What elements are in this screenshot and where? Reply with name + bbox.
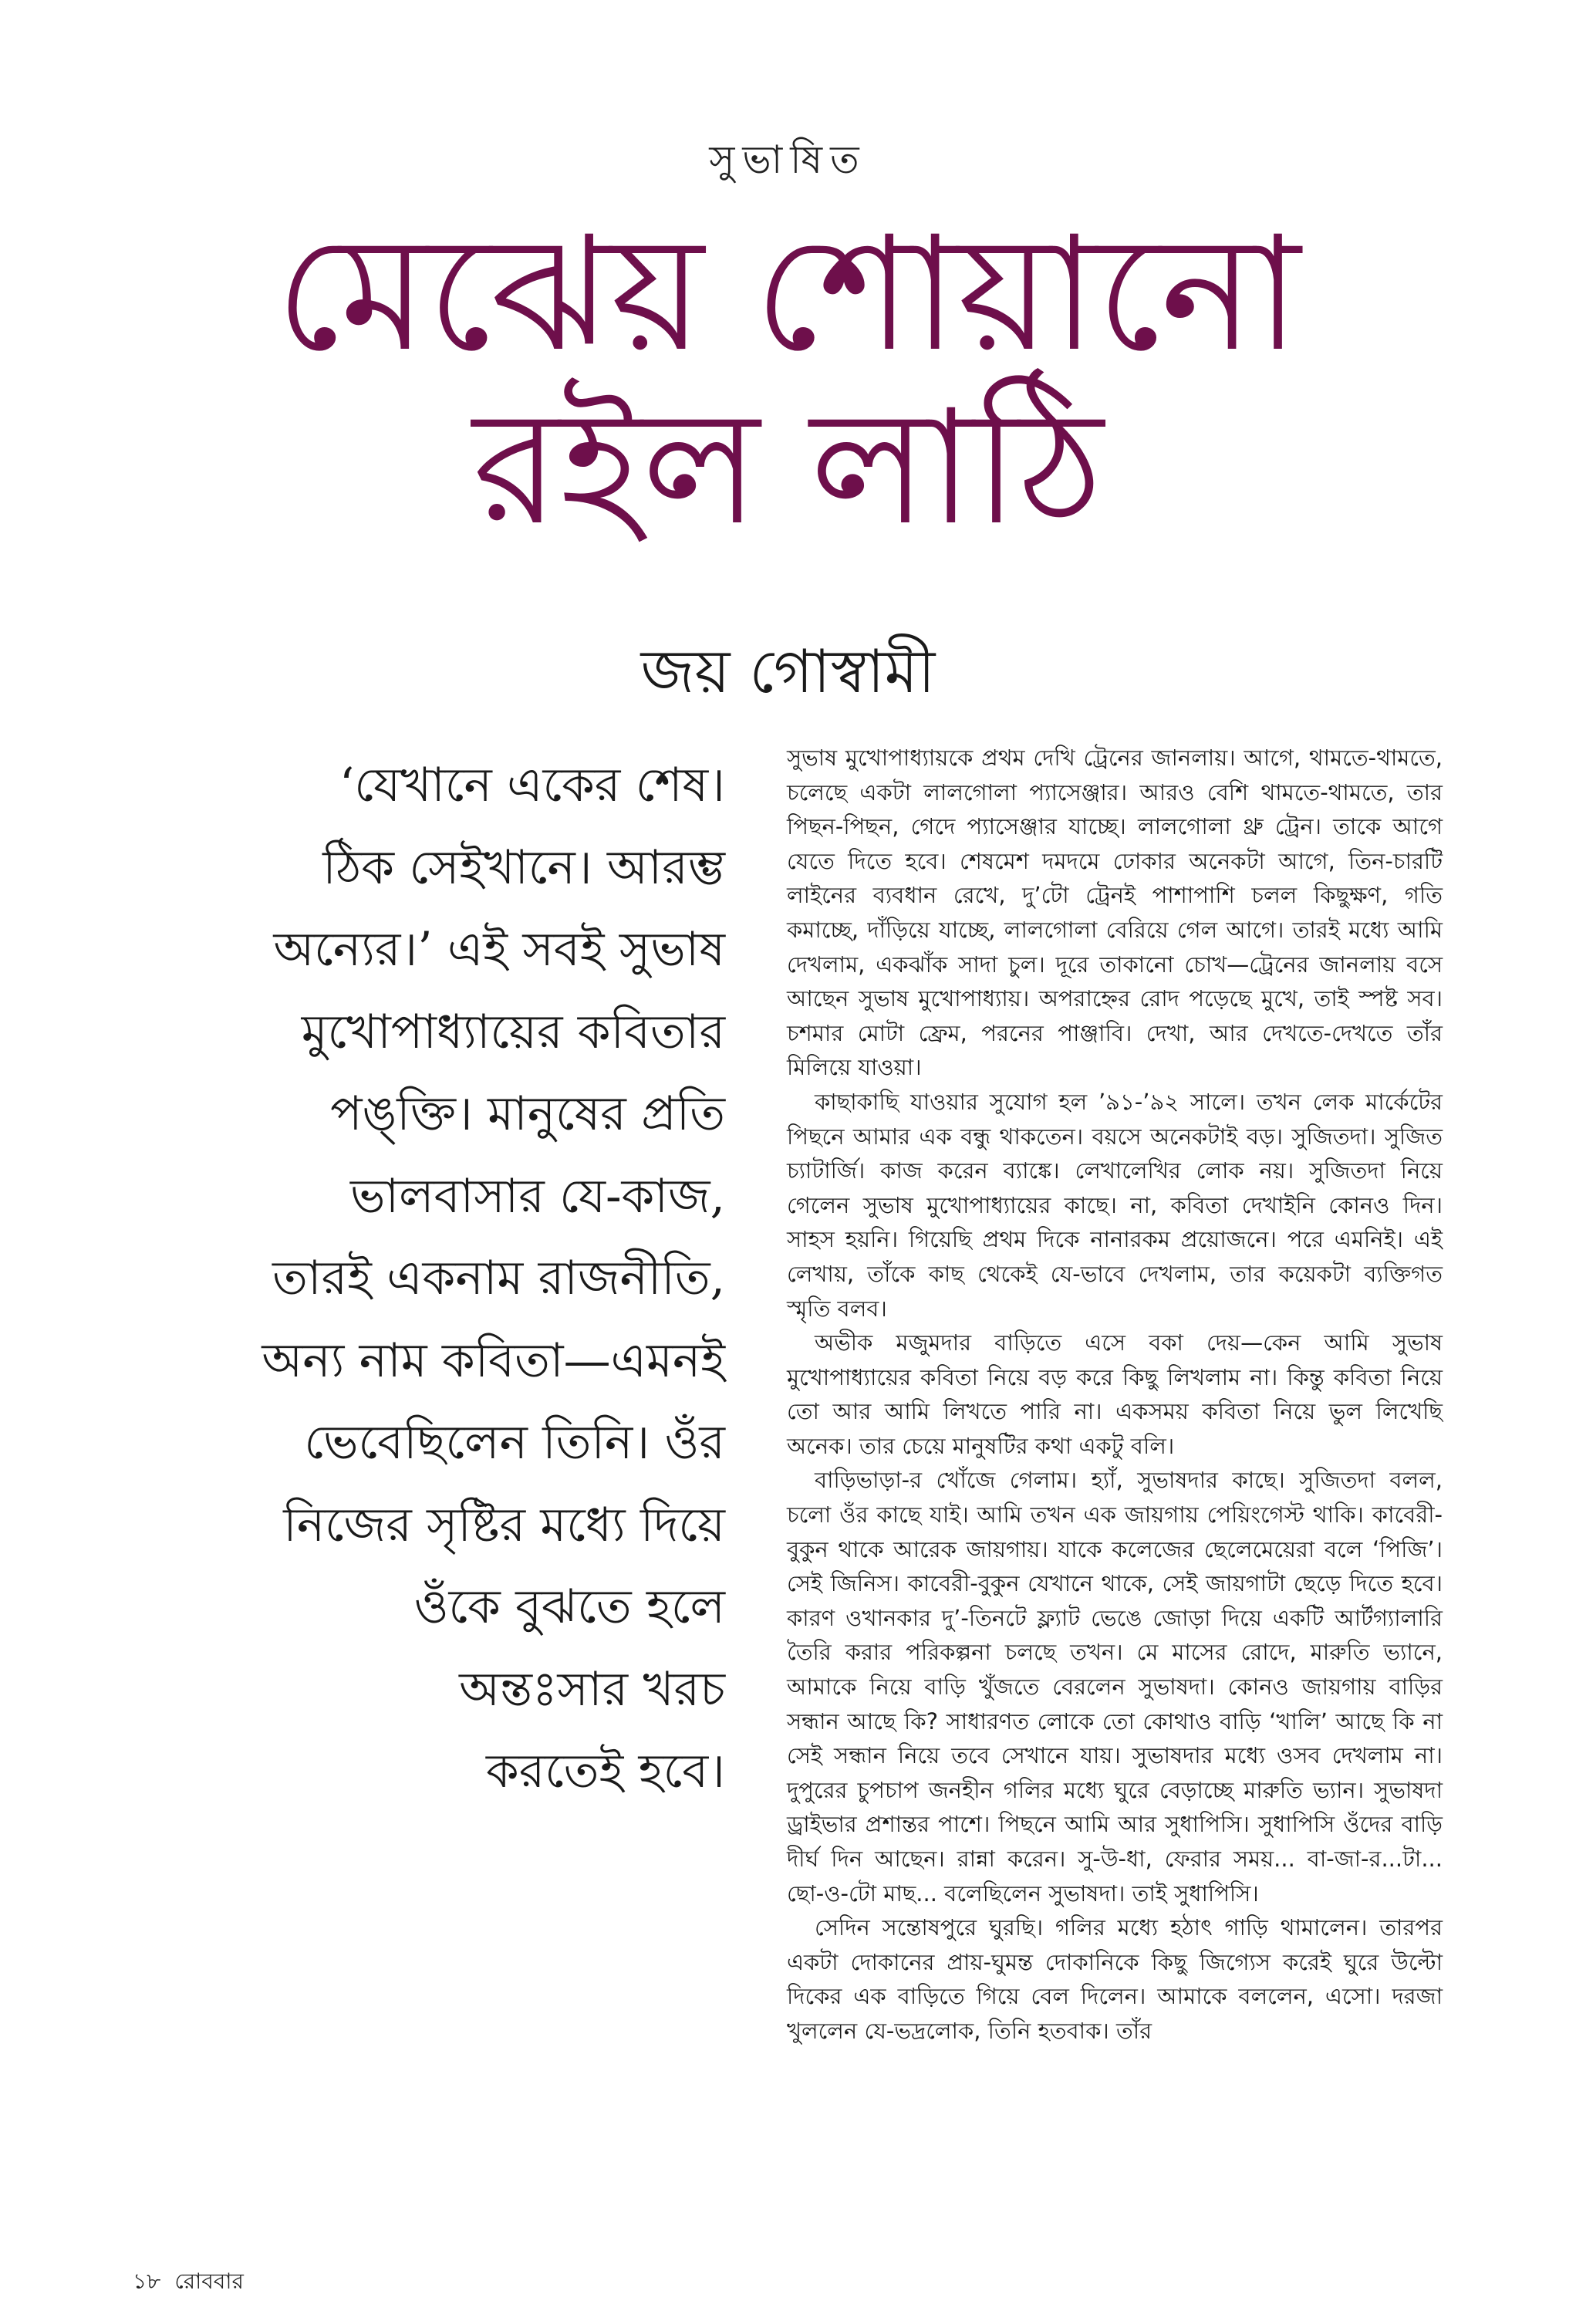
pull-quote-line: ‘যেখানে একের শেষ। (339, 758, 725, 812)
section-label: সুভাষিত (709, 137, 867, 182)
pull-quote-line: করতেই হবে। (486, 1744, 725, 1799)
article-paragraph: সেদিন সন্তোষপুরে ঘুরছি। গলির মধ্যে হঠাৎ গাড়ি থামালেন। তারপর একটা দোকানের প্রায়-ঘুমন্ত দোকানিকে কিছু জিগ্যেস করেই ঘুরে উল্টো দিকের এক বাড়িতে গিয়ে বেল দিলেন। আমাকে বললেন, এসো। দরজা খুললেন যে-ভদ্রলোক, তিনি হতবাক। তাঁর (787, 1914, 1443, 2044)
pull-quote-line: ভেবেছিলেন তিনি। ওঁর (304, 1415, 725, 1470)
pull-quote-line: পঙ্‌ক্তি। মানুষের প্রতি (330, 1086, 725, 1141)
pull-quote-line: মুখোপাধ্যায়ের কবিতার (301, 1004, 725, 1059)
pull-quote-line: ঠিক সেইখানে। আরম্ভ (322, 839, 725, 895)
page-number: ১৮ (133, 2268, 161, 2294)
page-footer (133, 2265, 244, 2301)
pull-quote-line: অন্যের।’ এই সবই সুভাষ (273, 922, 725, 977)
author-byline: জয় গোস্বামী (640, 637, 936, 707)
article-paragraph: কাছাকাছি যাওয়ার সুযোগ হল ’৯১-’৯২ সালে। তখন লেক মার্কেটের পিছনে আমার এক বন্ধু থাকতেন। বয়সে অনেকটাই বড়। সুজিতদা। সুজিত চ্যাটার্জি। কাজ করেন ব্যাঙ্কে। লেখালেখির লোক নয়। সুজিতদা নিয়ে গেলেন সুভাষ মুখোপাধ্যায়ের কাছে। না, কবিতা দেখাইনি কোনও দিন। সাহস হয়নি। গিয়েছি প্রথম দিকে নানারকম প্রয়োজনে। পরে এমনিই। এই লেখায়, তাঁকে কাছ থেকেই যে-ভাবে দেখলাম, তার কয়েকটা ব্যক্তিগত স্মৃতি বলব। (787, 1088, 1443, 1322)
article-body (787, 741, 1443, 2199)
article-paragraph: বাড়িভাড়া-র খোঁজে গেলাম। হ্যাঁ, সুভাষদার কাছে। সুজিতদা বলল, চলো ওঁর কাছে যাই। আমি তখন এক জায়গায় পেয়িংগেস্ট থাকি। কাবেরী-বুকুন থাকে আরেক জায়গায়। যাকে কলেজের ছেলেমেয়েরা বলে ‘পিজি’। সেই জিনিস। কাবেরী-বুকুন যেখানে থাকে, সেই জায়গাটা ছেড়ে দিতে হবে। কারণ ওখানকার দু’-তিনটে ফ্ল্যাট ভেঙে জোড়া দিয়ে একটি আর্টগ্যালারি তৈরি করার পরিকল্পনা চলছে তখন। মে মাসের রোদে, মারুতি ভ্যানে, আমাকে নিয়ে বাড়ি খুঁজতে বেরলেন সুভাষদা। কোনও জায়গায় বাড়ির সন্ধান আছে কি? সাধারণত লোকে তো কোথাও বাড়ি ‘খালি’ আছে কি না সেই সন্ধান নিয়ে তবে সেখানে যায়। সুভাষদার মধ্যে ওসব দেখলাম না। দুপুরের চুপচাপ জনহীন গলির মধ্যে ঘুরে বেড়াচ্ছে মারুতি ভ্যান। সুভাষদা ড্রাইভার প্রশান্তর পাশে। পিছনে আমি আর সুধাপিসি। সুধাপিসি ওঁদের বাড়ি দীর্ঘ দিন আছেন। রান্না করেন। সু-উ-ধা, ফেরার সময়... বা-জা-র...টা... ছো-ও-টো মাছ... বলেছিলেন সুভাষদা। তাই সুধাপিসি। (787, 1467, 1443, 1907)
pull-quote-line: অন্য নাম কবিতা—এমনই (262, 1333, 725, 1388)
pull-quote-line: ওঁকে বুঝতে হলে (413, 1579, 725, 1634)
headline-line-1: মেঝেয় শোয়ানো (275, 203, 1301, 387)
headline-line-2: রইল লাঠি (472, 377, 1104, 560)
article-paragraph: সুভাষ মুখোপাধ্যায়কে প্রথম দেখি ট্রেনের জানলায়। আগে, থামতে-থামতে, চলেছে একটা লালগোলা প্যাসেঞ্জার। আরও বেশি থামতে-থামতে, তার পিছন-পিছন, গেদে প্যাসেঞ্জার যাচ্ছে। লালগোলা থ্রু ট্রেন। তাকে আগে যেতে দিতে হবে। শেষমেশ দমদমে ঢোকার অনেকটা আগে, তিন-চারটি লাইনের ব্যবধান রেখে, দু’টো ট্রেনই পাশাপাশি চলল কিছুক্ষণ, গতি কমাচ্ছে, দাঁড়িয়ে যাচ্ছে, লালগোলা বেরিয়ে গেল আগে। তারই মধ্যে আমি দেখলাম, একঝাঁক সাদা চুল। দূরে তাকানো চোখ—ট্রেনের জানলায় বসে আছেন সুভাষ মুখোপাধ্যায়। অপরাহ্নের রোদ পড়েছে মুখে, তাই স্পষ্ট সব। চশমার মোটা ফ্রেম, পরনের পাঞ্জাবি। দেখা, আর দেখতে-দেখতে তাঁর মিলিয়ে যাওয়া। (787, 745, 1443, 1081)
publication-name: রোববার (174, 2268, 244, 2294)
pull-quote-line: নিজের সৃষ্টির মধ্যে দিয়ে (283, 1497, 725, 1552)
pull-quote-line: তারই একনাম রাজনীতি, (272, 1251, 725, 1306)
pull-quote-line: ভালবাসার যে-কাজ, (350, 1168, 725, 1224)
pull-quote (147, 745, 725, 1799)
article-paragraph: অভীক মজুমদার বাড়িতে এসে বকা দেয়—কেন আমি সুভাষ মুখোপাধ্যায়ের কবিতা নিয়ে বড় করে কিছু লিখলাম না। কিন্তু কবিতা নিয়ে তো আর আমি লিখতে পারি না। একসময় কবিতা নিয়ে ভুল লিখেছি অনেক। তার চেয়ে মানুষটির কথা একটু বলি। (787, 1329, 1443, 1459)
pull-quote-line: অন্তঃসার খরচ (459, 1661, 725, 1717)
